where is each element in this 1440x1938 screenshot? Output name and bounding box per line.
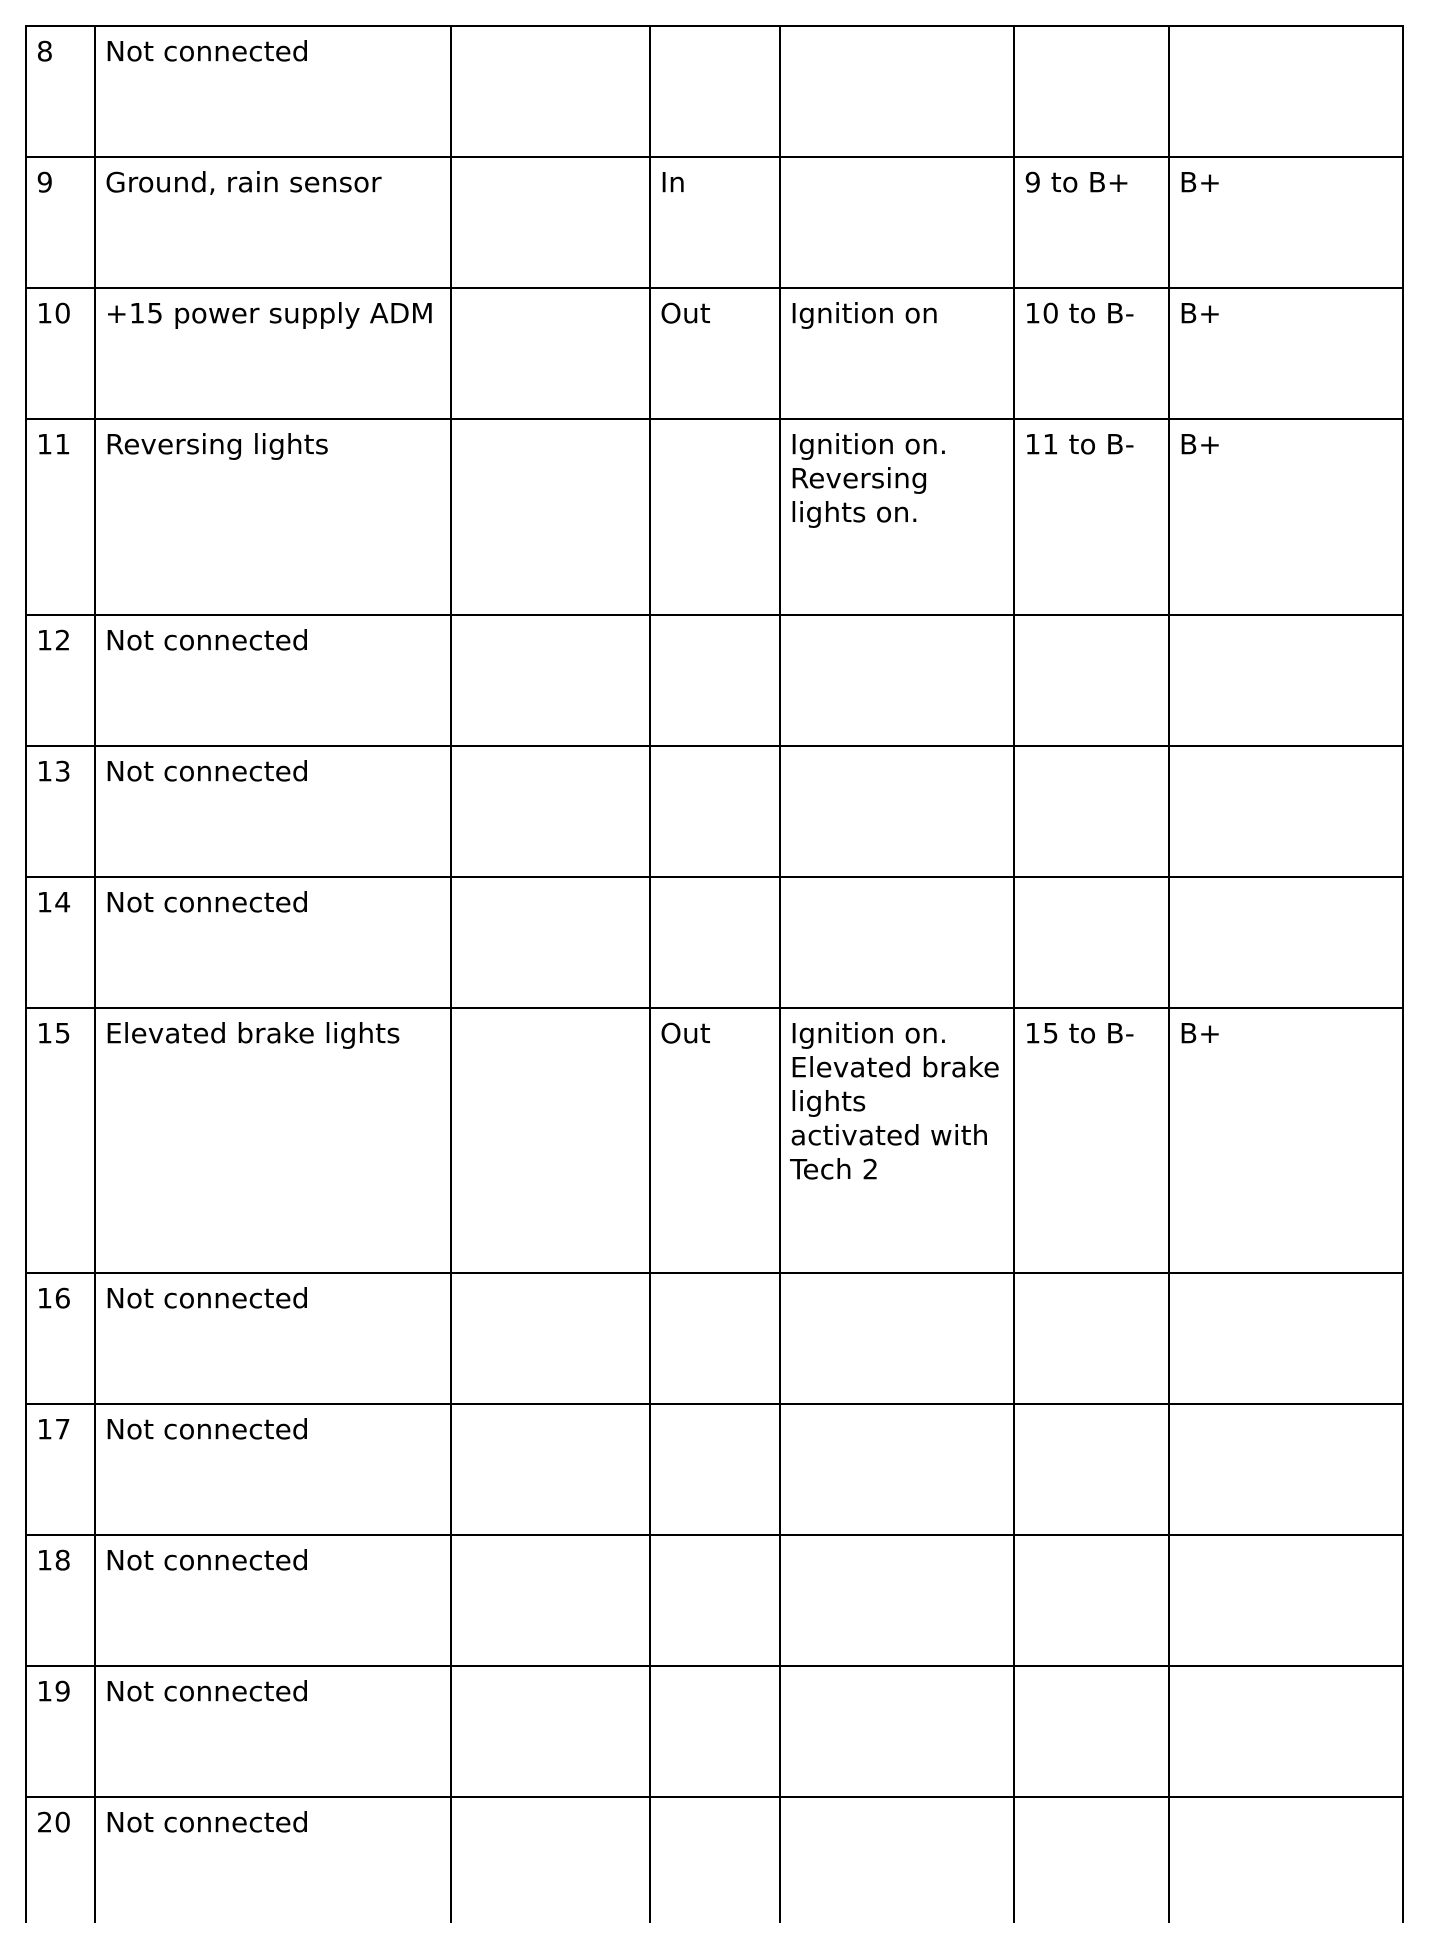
description-cell: Not connected	[95, 1797, 451, 1923]
value-cell	[1169, 746, 1403, 877]
condition-cell	[780, 877, 1014, 1008]
empty-cell	[451, 746, 650, 877]
value-cell	[1169, 1797, 1403, 1923]
pin-number-cell: 11	[26, 419, 95, 615]
table-row	[26, 746, 1403, 877]
measure-cell: 9 to B+	[1014, 157, 1169, 288]
condition-cell	[780, 1666, 1014, 1797]
direction-cell	[650, 1404, 780, 1535]
pin-number-cell: 8	[26, 26, 95, 157]
condition-cell	[780, 1273, 1014, 1404]
empty-cell	[451, 1273, 650, 1404]
table-row	[26, 877, 1403, 1008]
pin-number-cell: 12	[26, 615, 95, 746]
pin-number-cell: 14	[26, 877, 95, 1008]
direction-cell: Out	[650, 288, 780, 419]
measure-cell	[1014, 877, 1169, 1008]
value-cell	[1169, 1666, 1403, 1797]
direction-cell: In	[650, 157, 780, 288]
pin-number-cell: 15	[26, 1008, 95, 1273]
description-cell: +15 power supply ADM	[95, 288, 451, 419]
empty-cell	[451, 877, 650, 1008]
pin-number-cell: 16	[26, 1273, 95, 1404]
measure-cell	[1014, 26, 1169, 157]
condition-cell: Ignition on. Reversing lights on.	[780, 419, 1014, 615]
value-cell	[1169, 1404, 1403, 1535]
condition-cell	[780, 615, 1014, 746]
empty-cell	[451, 1008, 650, 1273]
empty-cell	[451, 419, 650, 615]
condition-cell	[780, 157, 1014, 288]
description-cell: Not connected	[95, 26, 451, 157]
value-cell	[1169, 877, 1403, 1008]
direction-cell	[650, 1666, 780, 1797]
measure-cell	[1014, 1666, 1169, 1797]
value-cell: B+	[1169, 157, 1403, 288]
pin-number-cell: 20	[26, 1797, 95, 1923]
pin-number-cell: 17	[26, 1404, 95, 1535]
table-row	[26, 1535, 1403, 1666]
empty-cell	[451, 157, 650, 288]
empty-cell	[451, 1666, 650, 1797]
measure-cell	[1014, 1797, 1169, 1923]
measure-cell	[1014, 1273, 1169, 1404]
condition-cell	[780, 746, 1014, 877]
measure-cell	[1014, 1535, 1169, 1666]
description-cell: Not connected	[95, 1404, 451, 1535]
empty-cell	[451, 26, 650, 157]
measure-cell: 10 to B-	[1014, 288, 1169, 419]
empty-cell	[451, 1535, 650, 1666]
table-row	[26, 157, 1403, 288]
table-row	[26, 1666, 1403, 1797]
description-cell: Not connected	[95, 1535, 451, 1666]
empty-cell	[451, 615, 650, 746]
condition-cell	[780, 1404, 1014, 1535]
value-cell	[1169, 26, 1403, 157]
description-cell: Reversing lights	[95, 419, 451, 615]
value-cell: B+	[1169, 1008, 1403, 1273]
condition-cell	[780, 1535, 1014, 1666]
description-cell: Not connected	[95, 1273, 451, 1404]
description-cell: Elevated brake lights	[95, 1008, 451, 1273]
table-row	[26, 288, 1403, 419]
condition-cell	[780, 1797, 1014, 1923]
measure-cell	[1014, 1404, 1169, 1535]
pin-number-cell: 13	[26, 746, 95, 877]
empty-cell	[451, 1797, 650, 1923]
pin-number-cell: 9	[26, 157, 95, 288]
description-cell: Not connected	[95, 1666, 451, 1797]
value-cell	[1169, 1535, 1403, 1666]
condition-cell: Ignition on. Elevated brake lights activated with Tech 2	[780, 1008, 1014, 1273]
direction-cell	[650, 1797, 780, 1923]
direction-cell	[650, 746, 780, 877]
direction-cell	[650, 419, 780, 615]
measure-cell	[1014, 746, 1169, 877]
empty-cell	[451, 1404, 650, 1535]
table-row	[26, 615, 1403, 746]
direction-cell	[650, 1273, 780, 1404]
value-cell: B+	[1169, 288, 1403, 419]
table-row	[26, 419, 1403, 615]
table-row	[26, 1797, 1403, 1923]
table-row	[26, 1404, 1403, 1535]
table-row	[26, 1273, 1403, 1404]
table-row	[26, 26, 1403, 157]
value-cell	[1169, 1273, 1403, 1404]
direction-cell	[650, 877, 780, 1008]
measure-cell: 15 to B-	[1014, 1008, 1169, 1273]
condition-cell: Ignition on	[780, 288, 1014, 419]
description-cell: Ground, rain sensor	[95, 157, 451, 288]
table-row	[26, 1008, 1403, 1273]
pin-number-cell: 19	[26, 1666, 95, 1797]
direction-cell: Out	[650, 1008, 780, 1273]
condition-cell	[780, 26, 1014, 157]
description-cell: Not connected	[95, 877, 451, 1008]
pin-number-cell: 10	[26, 288, 95, 419]
pin-table	[25, 25, 1404, 1923]
description-cell: Not connected	[95, 615, 451, 746]
empty-cell	[451, 288, 650, 419]
direction-cell	[650, 1535, 780, 1666]
description-cell: Not connected	[95, 746, 451, 877]
direction-cell	[650, 615, 780, 746]
pin-number-cell: 18	[26, 1535, 95, 1666]
value-cell	[1169, 615, 1403, 746]
measure-cell: 11 to B-	[1014, 419, 1169, 615]
value-cell: B+	[1169, 419, 1403, 615]
measure-cell	[1014, 615, 1169, 746]
direction-cell	[650, 26, 780, 157]
